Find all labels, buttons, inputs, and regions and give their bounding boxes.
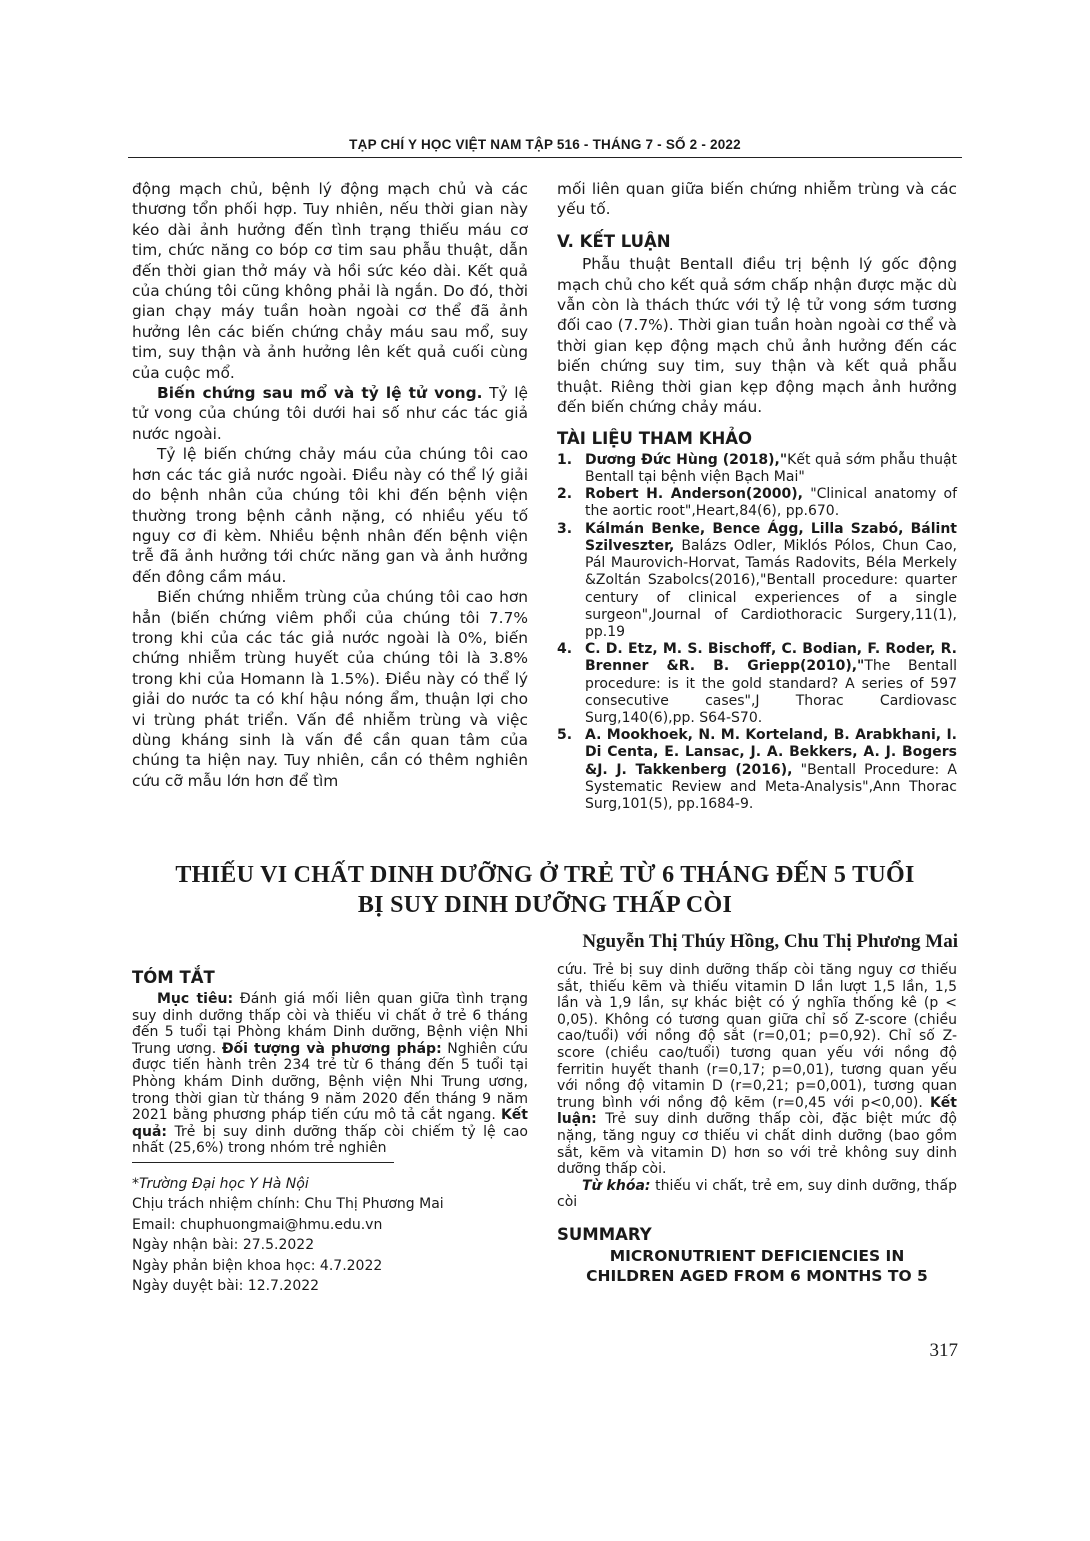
running-header: TẠP CHÍ Y HỌC VIỆT NAM TẬP 516 - THÁNG 7 - SỐ 2 - 2022 (349, 137, 741, 152)
keywords-paragraph (557, 1178, 957, 1211)
footnote-accepted: Ngày duyệt bài: 12.7.2022 (132, 1278, 320, 1295)
abstract-right (557, 962, 957, 1286)
reference-authors: Robert H. Anderson(2000), (585, 486, 803, 503)
reference-number: 2. (557, 486, 573, 503)
body-paragraph: Biến chứng nhiễm trùng của chúng tôi cao hơn hẳn (biến chứng viêm phổi của chúng tôi 7.7% trong khi của các tác giả nước ngoài là 0%, biến chứng nhiễm trùng huyết của chúng tôi là 3.8% trong khi của Homann là 1.5%). Điều này có thể lý giải do nước ta có khí hậu nóng ẩm, thuận lợi cho vi trùng phát triển. Vấn đề nhiễm trùng và việc dùng kháng sinh là vấn đề cần quan tâm của chúng ta hiện nay. Tuy nhiên, cần có thêm nghiên cứu cỡ mẫu lớn hơn để tìm (132, 588, 528, 790)
keywords-text: thiếu vi chất, trẻ em, suy dinh dưỡng, thấp còi (557, 1177, 957, 1211)
reference-item (557, 641, 957, 727)
abstract-label-conclusion: Kết luận: (557, 1094, 957, 1128)
article-title (128, 860, 962, 920)
footnote-affiliation: *Trường Đại học Y Hà Nội (132, 1176, 309, 1192)
reference-item (557, 452, 957, 486)
keywords-label: Từ khóa: (582, 1177, 651, 1194)
reference-authors: A. Mookhoek, N. M. Korteland, B. Arabkhani, I. Di Centa, E. Lansac, J. A. Bekkers, A. J. Bogers &J. J. Takkenberg (2016), (585, 727, 957, 778)
page-number: 317 (929, 1340, 958, 1361)
reference-details: Kết quả sớm phẫu thuật Bentall tại bệnh viện Bạch Mai" (585, 451, 958, 486)
reference-authors: Dương Đức Hùng (2018)," (585, 451, 788, 468)
footnote-received: Ngày nhận bài: 27.5.2022 (132, 1237, 315, 1254)
abstract-paragraph (132, 991, 528, 1157)
footnote-email: Email: chuphuongmai@hmu.edu.vn (132, 1216, 383, 1233)
header-rule (128, 157, 962, 158)
reference-number: 3. (557, 520, 573, 537)
abstract-text: Đánh giá mối liên quan giữa tình trạng suy dinh dưỡng thấp còi và thiếu vi chất ở trẻ 6 tháng đến 5 tuổi tại Phòng khám Dinh dưỡng, Bệnh viện Nhi Trung ương. (132, 991, 529, 1057)
abstract-label-objective: Mục tiêu: (157, 991, 234, 1007)
body-paragraph: Tỷ lệ biến chứng chảy máu của chúng tôi cao hơn các tác giả nước ngoài. Điều này có thể lý giải do bệnh nhân của chúng tôi khi đến bệnh viện thường trong bệnh cảnh nặng, có nhiều yếu tố nguy cơ đi kèm. Nhiều bệnh nhân đến bệnh viện trễ đã ảnh hưởng tới chức năng gan và ảnh hưởng đến đông cầm máu. (132, 445, 528, 586)
run-in-heading: Biến chứng sau mổ và tỷ lệ tử vong. (157, 384, 483, 403)
reference-details: "Clinical anatomy of the aortic root",Heart,84(6), pp.670. (585, 486, 957, 520)
reference-item (557, 486, 957, 520)
reference-details: Balázs Odler, Miklós Pólos, Chun Cao, Pál Maurovich-Horvat, Tamás Radovits, Béla Merkely &Zoltán Szabolcs(2016),"Bentall procedure: quarter century of clinical experiences of a single surgeon",Journal of Cardiothoracic Surgery,11(1), pp.19 (585, 537, 957, 640)
summary-title-line: CHILDREN AGED FROM 6 MONTHS TO 5 (586, 1266, 928, 1285)
reference-authors: C. D. Etz, M. S. Bischoff, C. Bodian, F. Roder, R. Brenner &R. B. Griepp(2010)," (585, 641, 957, 675)
conclusion-heading: V. KẾT LUẬN (557, 231, 671, 251)
reference-number: 1. (557, 451, 573, 468)
reference-item (557, 521, 957, 641)
footnote-responsible: Chịu trách nhiệm chính: Chu Thị Phương Mai (132, 1196, 444, 1213)
left-column (132, 179, 528, 791)
summary-heading: SUMMARY (557, 1224, 652, 1244)
footnote-reviewed: Ngày phản biện khoa học: 4.7.2022 (132, 1257, 383, 1274)
article-title-line: BỊ SUY DINH DƯỠNG THẤP CÒI (357, 892, 733, 918)
abstract-text: cứu. Trẻ bị suy dinh dưỡng thấp còi tăng nguy cơ thiếu sắt, thiếu kẽm và thiếu vitamin D lần lượt 1,5 lần, 1,5 lần và 1,9 lần, sự khác biệt có ý nghĩa thống kê (p < 0,05). Không có tương quan giữa chỉ số Z-score (chiều cao/tuổi) với nồng độ sắt (r=0,01; p=0,92). Chỉ số Z-score (chiều cao/tuổi) tương quan yếu với nồng độ ferritin huyết thanh (r=0,17; p=0,01), tương quan yếu với nồng độ vitamin D (r=0,21; p=0,001), tương quan trung bình với nồng độ kẽm (r=0,45 với p<0,00). (557, 962, 957, 1111)
footnotes (132, 1174, 528, 1296)
reference-authors: Kálmán Benke, Bence Ágg, Lilla Szabó, Bálint Szilveszter, (585, 520, 957, 554)
reference-number: 5. (557, 727, 573, 744)
article-authors: Nguyễn Thị Thúy Hồng, Chu Thị Phương Mai (582, 931, 958, 952)
reference-list (557, 452, 957, 813)
abstract-text: Nghiên cứu được tiến hành trên 234 trẻ từ 6 tháng đến 5 tuổi tại Phòng khám Dinh dưỡng, Bệnh viện Nhi Trung ương, trong thời gian từ tháng 9 năm 2020 đến tháng 9 năm 2021 bằng phương pháp tiến cứu mô tả cắt ngang. (132, 1040, 528, 1124)
references-heading: TÀI LIỆU THAM KHẢO (557, 429, 753, 449)
reference-item (557, 727, 957, 813)
reference-number: 4. (557, 641, 573, 658)
summary-title (557, 1246, 957, 1286)
body-paragraph (132, 383, 528, 444)
body-paragraph: động mạch chủ, bệnh lý động mạch chủ và các thương tổn phối hợp. Tuy nhiên, nếu thời gian này kéo dài ảnh hưởng đến tình trạng thiếu máu cơ tim, chức năng co bóp cơ tim sau phẫu thuật, dẫn đến thời gian thở máy và hồi sức kéo dài. Kết quả của chúng tôi cũng không phải là ngắn. Do đó, thời gian chạy máy tuần hoàn ngoài cơ thể đã ảnh hưởng lên các biến chứng chảy máu sau mổ, suy tim, suy thận và ảnh hưởng lên kết quả cuối cùng của cuộc mổ. (132, 180, 528, 382)
conclusion-paragraph: Phẫu thuật Bentall điều trị bệnh lý gốc động mạch chủ cho kết quả sớm chấp nhận được mặc dù vẫn còn là thách thức với tỷ lệ tử vong sớm tương đối cao (7.7%). Thời gian tuần hoàn ngoài cơ thể và thời gian kẹp động mạch chủ ảnh hưởng đến các biến chứng suy tim, suy thận và kết quả phẫu thuật. Riêng thời gian kẹp động mạch ảnh hưởng đến biến chứng chảy máu. (557, 255, 957, 417)
body-paragraph: mối liên quan giữa biến chứng nhiễm trùng và các yếu tố. (557, 180, 957, 219)
paragraph-text: Tỷ lệ tử vong của chúng tôi dưới hai số như các tác giả nước ngoài. (132, 384, 528, 443)
abstract-heading: TÓM TẮT (132, 968, 215, 987)
abstract-label-methods: Đối tượng và phương pháp: (221, 1040, 442, 1057)
abstract-left (132, 968, 528, 1157)
right-column (557, 179, 957, 813)
summary-title-line: MICRONUTRIENT DEFICIENCIES IN (609, 1246, 905, 1265)
footnote-rule (132, 1162, 394, 1163)
abstract-label-results: Kết quả: (132, 1107, 528, 1140)
abstract-paragraph (557, 962, 957, 1178)
abstract-text: Trẻ bị suy dinh dưỡng thấp còi chiếm tỷ lệ cao nhất (25,6%) trong nhóm trẻ nghiên (132, 1123, 528, 1157)
reference-details: "Bentall Procedure: A Systematic Review and Meta-Analysis",Ann Thorac Surg,101(5), pp.1684-9. (585, 761, 957, 812)
abstract-text: Trẻ suy dinh dưỡng thấp còi, đặc biệt mức độ nặng, tăng nguy cơ thiếu vi chất dinh dưỡng (bao gồm sắt, kẽm và vitamin D) hơn so với trẻ không suy dinh dưỡng thấp còi. (557, 1111, 957, 1178)
reference-details: The Bentall procedure: is it the gold standard? A series of 597 consecutive cases",J Thorac Cardiovasc Surg,140(6),pp. S64-S70. (585, 658, 957, 726)
article-title-line: THIẾU VI CHẤT DINH DƯỠNG Ở TRẺ TỪ 6 THÁNG ĐẾN 5 TUỔI (175, 862, 915, 888)
